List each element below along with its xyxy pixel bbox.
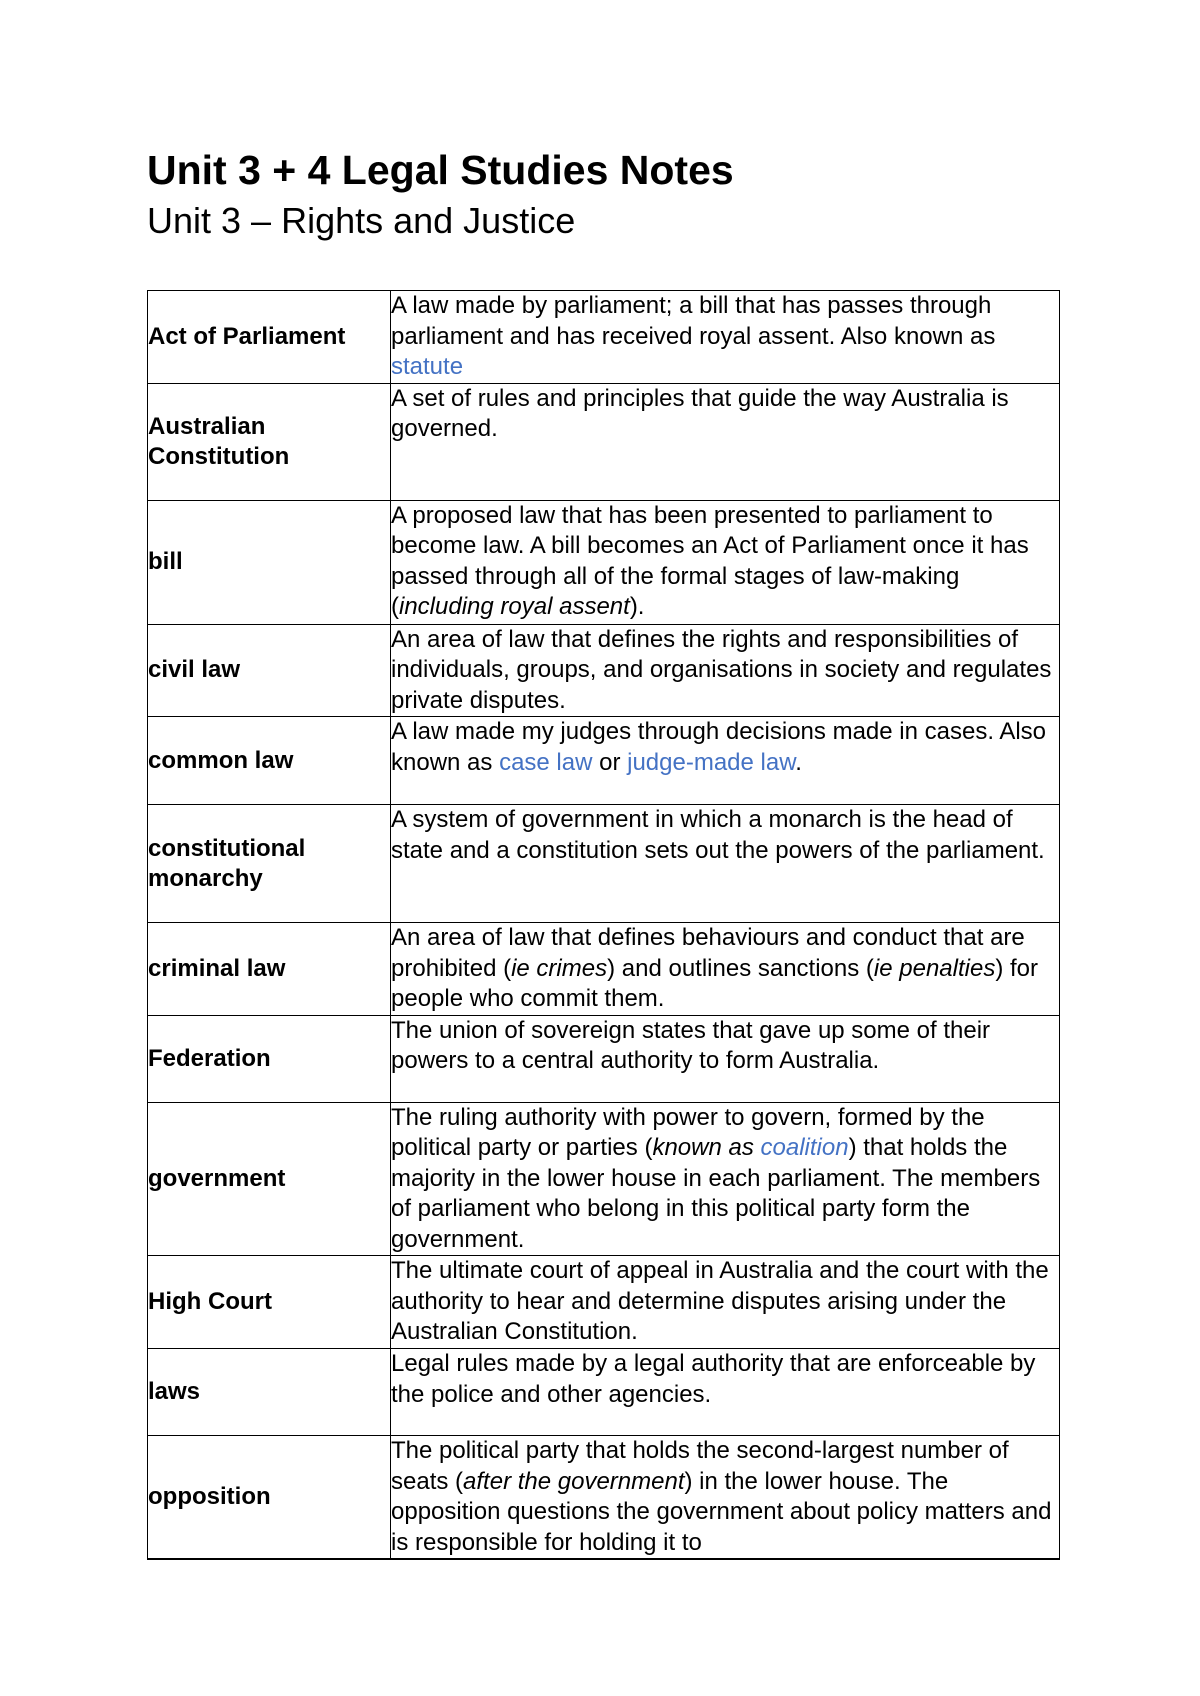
- glossary-definition: [391, 923, 1060, 1016]
- term-link: statute: [391, 353, 464, 380]
- glossary-definition: [391, 1349, 1060, 1436]
- glossary-row: [148, 923, 1060, 1016]
- glossary-term: bill: [148, 500, 391, 624]
- definition-text: ) and outlines sanctions (: [607, 954, 874, 982]
- definition-text: A system of government in which a monarch is the head of state and a constitution sets out the powers of the parliament.: [391, 806, 1045, 864]
- definition-text: A law made my judges through decisions made in cases. Also known as: [391, 718, 1047, 776]
- glossary-term: government: [148, 1102, 391, 1256]
- definition-text: The union of sovereign states that gave up some of their powers to a central authority to form Australia.: [391, 1016, 991, 1074]
- page-title: Unit 3 + 4 Legal Studies Notes: [147, 147, 734, 193]
- glossary-term: laws: [148, 1349, 391, 1436]
- glossary-row: [148, 291, 1060, 384]
- definition-text: ) for people who commit them.: [391, 954, 1038, 1012]
- glossary-definition: [391, 717, 1060, 805]
- page-subtitle: Unit 3 – Rights and Justice: [147, 200, 576, 241]
- glossary-row: [148, 624, 1060, 717]
- glossary-definition: [391, 624, 1060, 717]
- glossary-term: common law: [148, 717, 391, 805]
- glossary-table: [147, 290, 1060, 1560]
- glossary-definition: [391, 500, 1060, 624]
- glossary-row: [148, 1349, 1060, 1436]
- glossary-definition: [391, 805, 1060, 923]
- definition-text: The ruling authority with power to govern, formed by the political party or parties (: [391, 1103, 985, 1161]
- definition-text: Legal rules made by a legal authority that are enforceable by the police and other agencies.: [391, 1350, 1036, 1408]
- glossary-term: Australian Constitution: [148, 383, 391, 500]
- emphasis-text: ie crimes: [511, 954, 608, 982]
- definition-text: An area of law that defines behaviours and conduct that are prohibited (: [391, 924, 1025, 982]
- glossary-definition: [391, 1256, 1060, 1349]
- definition-text: ).: [629, 593, 645, 620]
- definition-text: A law made by parliament; a bill that has passes through parliament and has received royal assent. Also known as: [391, 292, 996, 350]
- emphasis-text: including royal assent: [399, 593, 630, 620]
- glossary-term: High Court: [148, 1256, 391, 1349]
- definition-text: The ultimate court of appeal in Australia and the court with the authority to hear and determine disputes arising under the Australian Constitution.: [391, 1257, 1049, 1345]
- definition-text: A set of rules and principles that guide the way Australia is governed.: [391, 384, 1009, 442]
- glossary-definition: [391, 1102, 1060, 1256]
- glossary-definition: [391, 383, 1060, 500]
- definition-text: The political party that holds the second-largest number of seats (: [391, 1437, 1009, 1495]
- glossary-row: [148, 1102, 1060, 1256]
- glossary-term: Act of Parliament: [148, 291, 391, 384]
- glossary-term: civil law: [148, 624, 391, 717]
- glossary-row: [148, 500, 1060, 624]
- glossary-row: [148, 717, 1060, 805]
- definition-text: An area of law that defines the rights and responsibilities of individuals, groups, and organisations in society and regulates private disputes.: [391, 625, 1052, 714]
- glossary-row: [148, 1256, 1060, 1349]
- definition-text: or: [592, 748, 628, 776]
- glossary-term: opposition: [148, 1436, 391, 1560]
- definition-text: A proposed law that has been presented to parliament to become law. A bill becomes an Act of Parliament once it has passed through all of the formal stages of law-making (: [391, 501, 1029, 620]
- term-link: coalition: [760, 1134, 849, 1161]
- definition-text: ) in the lower house. The opposition questions the government about policy matters and is responsible for holding it to: [391, 1467, 1052, 1556]
- term-link: judge-made law: [627, 748, 796, 776]
- emphasis-text: ie penalties: [873, 954, 996, 982]
- glossary-definition: [391, 1436, 1060, 1560]
- definition-text: ) that holds the majority in the lower house in each parliament. The members of parliament who belong in this political party form the government.: [391, 1134, 1041, 1253]
- glossary-row: [148, 1436, 1060, 1560]
- emphasis-text: known as: [652, 1134, 761, 1161]
- glossary-definition: [391, 291, 1060, 384]
- glossary-definition: [391, 1015, 1060, 1102]
- glossary-term: constitutional monarchy: [148, 805, 391, 923]
- glossary-term: Federation: [148, 1015, 391, 1102]
- emphasis-text: after the government: [463, 1467, 685, 1495]
- glossary-row: [148, 1015, 1060, 1102]
- glossary-row: [148, 383, 1060, 500]
- definition-text: .: [795, 748, 802, 776]
- term-link: case law: [499, 748, 593, 776]
- glossary-term: criminal law: [148, 923, 391, 1016]
- glossary-row: [148, 805, 1060, 923]
